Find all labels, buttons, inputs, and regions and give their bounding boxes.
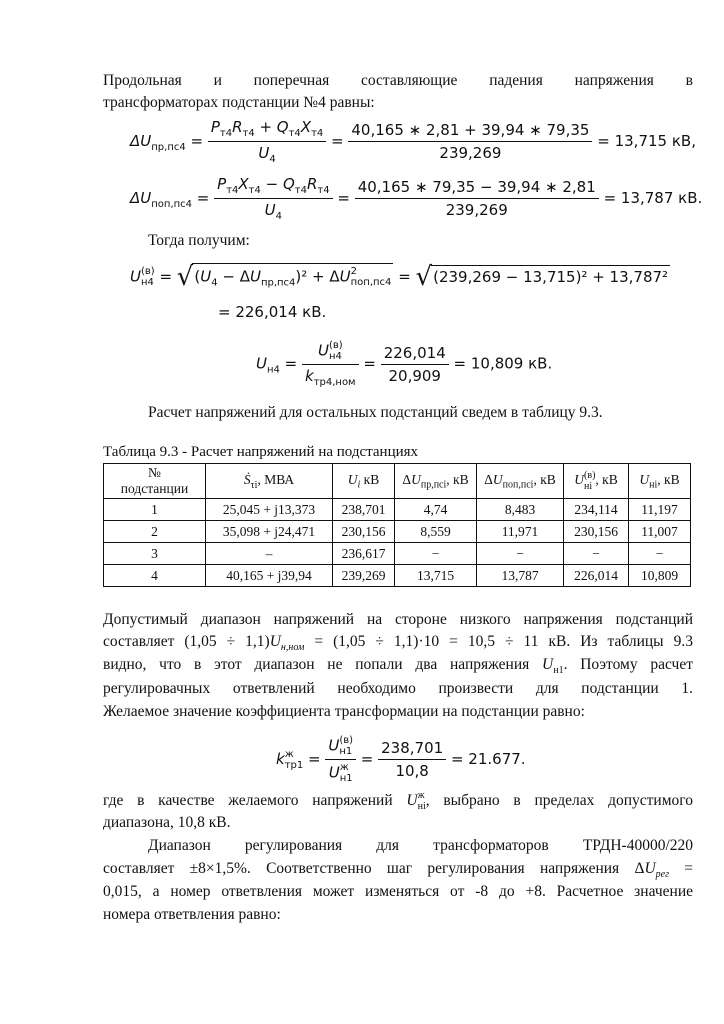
equation-u-n4-v-result: = 226,014 кВ.	[218, 303, 327, 321]
cell: 238,701	[333, 499, 395, 521]
equation-u-n4: $U_{н4}$ = U (в) н4 $k_{тр4,ном}$ = $\frac{226,014}{20,909}$ = 10,809 кВ.	[256, 340, 553, 388]
cell: 239,269	[333, 565, 395, 587]
para2-line-3: видно, что в этот диапазон не попали два напряжения $U_{н1}$. Поэтому расчет	[103, 656, 693, 676]
table-row	[104, 565, 691, 587]
cell: −	[477, 543, 564, 565]
cell: 3	[104, 543, 206, 565]
equation-u-n4-v: U (в) н4 = $√(U_4 - \Delta U_{пр,пс4})^2 + \Delta U$ 2 поп,пс4 = √(239,269 − 13,715)² + 13,787²	[130, 262, 669, 292]
para4-line-2: составляет ±8×1,5%. Соответственно шаг регулирования напряжения $\Delta U_{рег}$ =	[103, 860, 693, 880]
cell: 13,787	[477, 565, 564, 587]
header-substation: № подстанции	[104, 464, 206, 499]
para2-line-1: Допустимый диапазон напряжений на стороне низкого напряжения подстанций	[103, 611, 693, 628]
para2-line-2: составляет $(1,05 \div 1,1)U_{н,ном} = (1,05 \div 1,1)\cdot 10 = 10,5 \div 11$ кВ. Из таблицы 9.3	[103, 633, 693, 653]
cell: 226,014	[564, 565, 629, 587]
header-un: $U_{нi}$, кВ	[629, 464, 691, 499]
cell: 8,559	[395, 521, 477, 543]
para2-line-5: Желаемое значение коэффициента трансформации на подстанции равно:	[103, 703, 585, 720]
table-header-row	[104, 464, 691, 499]
cell: 11,007	[629, 521, 691, 543]
para3-line-1: где в качестве желаемого напряжений U ж нi , выбрано в пределах допустимого	[103, 790, 693, 813]
cell: 2	[104, 521, 206, 543]
cell: 10,809	[629, 565, 691, 587]
then-text: Тогда получим:	[148, 232, 250, 249]
table-row	[104, 543, 691, 565]
cell: –	[206, 543, 333, 565]
cell: 230,156	[333, 521, 395, 543]
calc-text: Расчет напряжений для остальных подстанций сведем в таблицу 9.3.	[148, 404, 603, 421]
cell: 1	[104, 499, 206, 521]
cell: 230,156	[564, 521, 629, 543]
header-ui: $U_i$ кВ	[333, 464, 395, 499]
cell: 11,197	[629, 499, 691, 521]
equation-delta-u-pop: $\Delta U_{поп,пс4}$ = $\frac{P_{т4}X_{т4} - Q_{т4}R_{т4}}{U_4}$ = $\frac{40,165 ∗ 79,35 - 39,94 ∗ 2,81}{239,269}$ = 13,787 кВ.	[130, 175, 703, 222]
para3-line-2: диапазона, 10,8 кВ.	[103, 814, 231, 831]
intro-line-1: Продольная и поперечная составляющие падения напряжения в	[103, 72, 693, 89]
para4-line-3: 0,015, а номер ответвления может изменяться от -8 до +8. Расчетное значение	[103, 883, 693, 900]
header-unv: U (в) нi , кВ	[564, 464, 629, 499]
equation-k-tr1: k ж тр1 = U (в) н1 U ж н1 = $\frac{238,701}{10,8}$ = 21.677.	[276, 735, 526, 784]
cell: 13,715	[395, 565, 477, 587]
para4-line-4: номера ответвления равно:	[103, 906, 281, 923]
cell: 11,971	[477, 521, 564, 543]
cell: −	[395, 543, 477, 565]
cell: 40,165 + j39,94	[206, 565, 333, 587]
header-power: Ṡ$_{\tau i}$, МВА	[206, 464, 333, 499]
table-row	[104, 499, 691, 521]
cell: 4	[104, 565, 206, 587]
header-du-pr: $\Delta U_{пр,псi}$, кВ	[395, 464, 477, 499]
para4-line-1: Диапазон регулирования для трансформаторов ТРДН-40000/220	[148, 837, 694, 854]
table-caption: Таблица 9.3 - Расчет напряжений на подстанциях	[103, 444, 419, 460]
cell: 25,045 + j13,373	[206, 499, 333, 521]
equation-delta-u-pr: $\Delta U_{пр,пс4}$ = $\frac{P_{т4}R_{т4} + Q_{т4}X_{т4}}{U_4}$ = $\frac{40,165 ∗ 2,81 + 39,94 ∗ 79,35}{239,269}$ = 13,715 кВ,	[130, 118, 696, 165]
intro-line-2: трансформаторах подстанции №4 равны:	[103, 94, 375, 111]
cell: 8,483	[477, 499, 564, 521]
para2-line-4: регулировачных ответвлений необходимо произвести для подстанции 1.	[103, 680, 693, 697]
cell: −	[629, 543, 691, 565]
cell: 236,617	[333, 543, 395, 565]
table-row	[104, 521, 691, 543]
cell: −	[564, 543, 629, 565]
cell: 4,74	[395, 499, 477, 521]
header-du-pop: $\Delta U_{поп,псi}$, кВ	[477, 464, 564, 499]
cell: 35,098 + j24,471	[206, 521, 333, 543]
cell: 234,114	[564, 499, 629, 521]
voltage-table	[103, 463, 691, 587]
